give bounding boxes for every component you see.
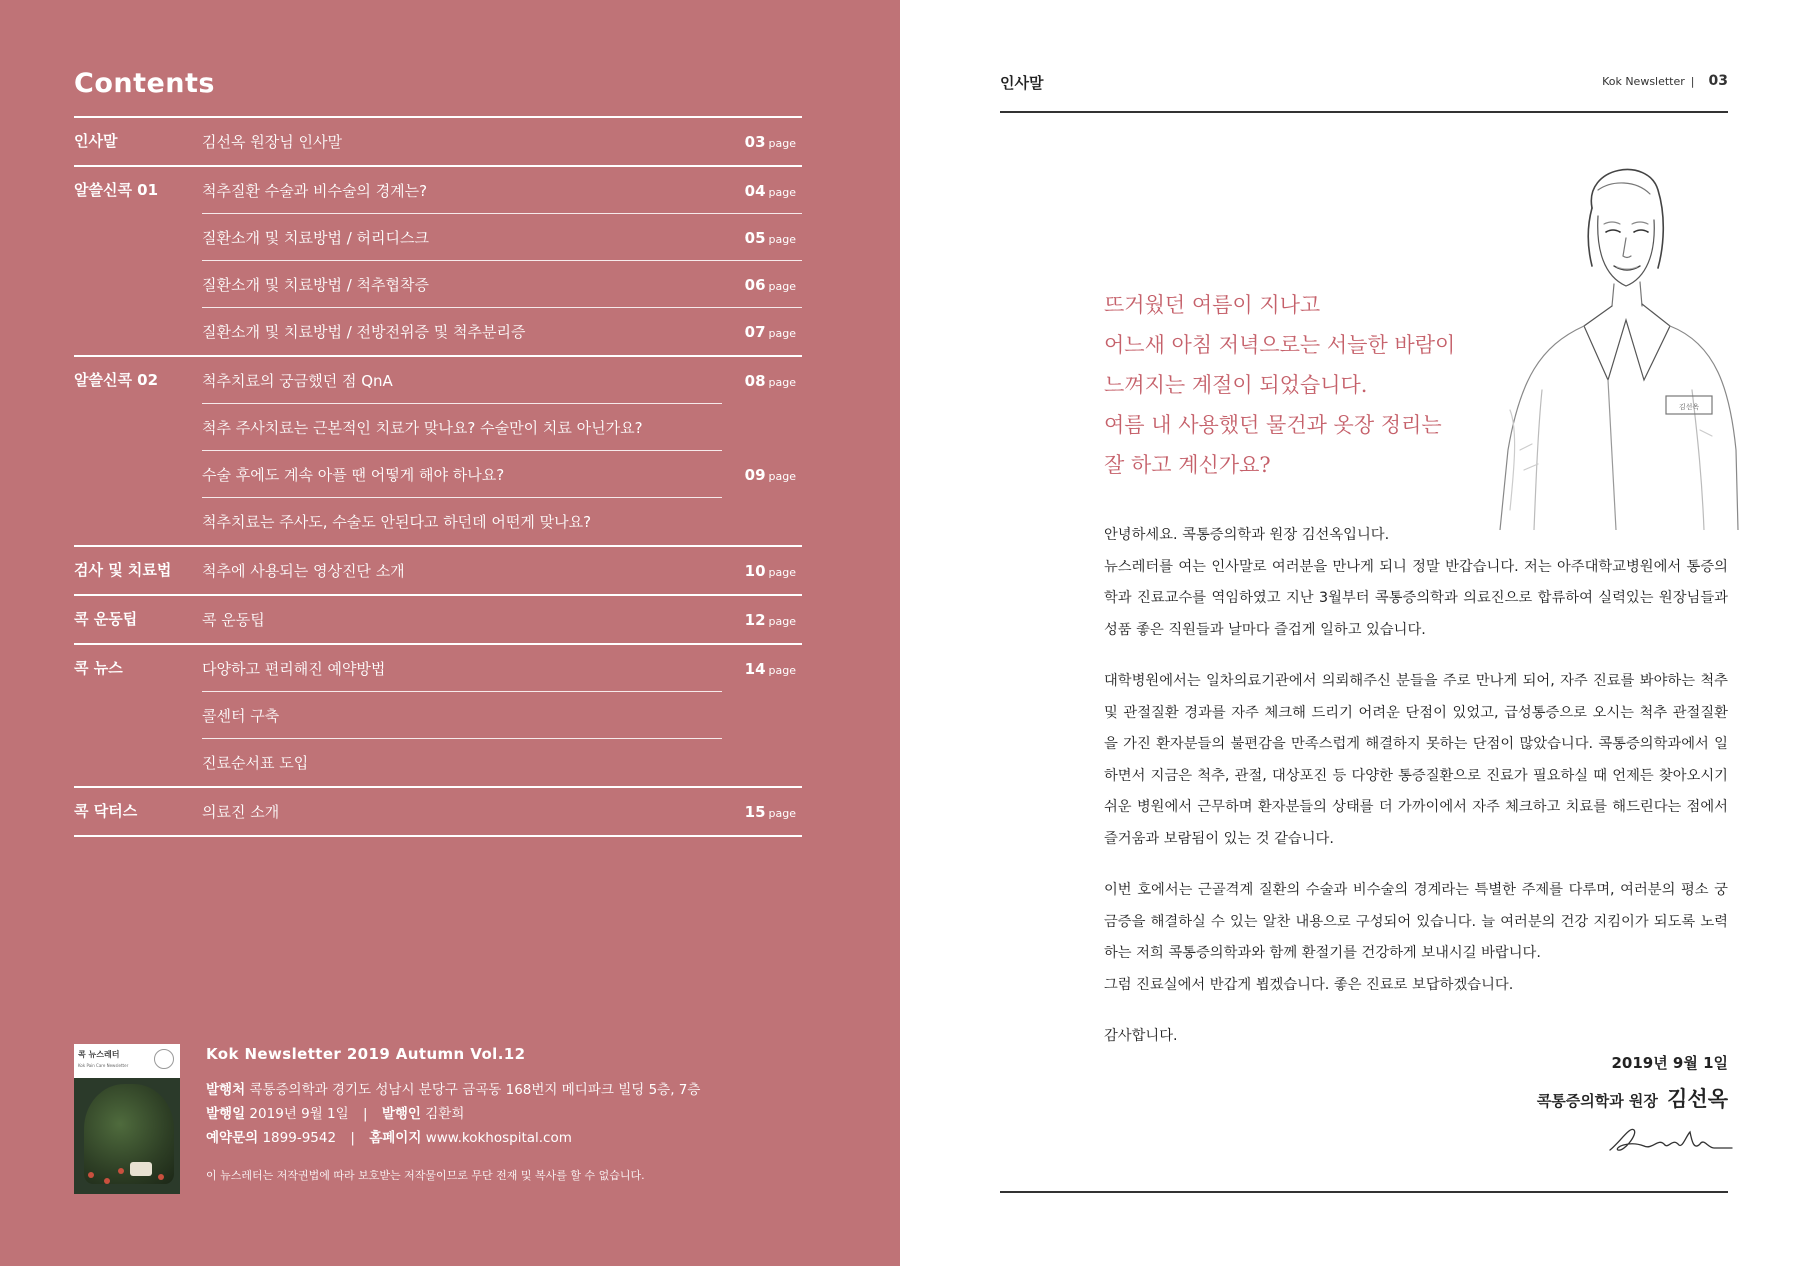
toc-item[interactable] xyxy=(202,645,802,692)
toc-item-title: 콕 운동팁 xyxy=(202,610,265,629)
toc-item[interactable] xyxy=(202,357,802,404)
toc-page-number-value: 05 xyxy=(744,228,766,247)
publisher-label: 발행처 xyxy=(206,1082,246,1098)
toc-page-unit: page xyxy=(768,565,796,579)
director-portrait-sketch xyxy=(1480,150,1740,530)
letter-paragraph: 대학병원에서는 일차의료기관에서 의뢰해주신 분들을 주로 만나게 되어, 자주 진료를 봐야하는 척추 및 관절질환 경과를 자주 체크해 드리기 어려운 단점이 있었고, 급성통증으로 오시는 척추 관절질환을 가진 환자분들의 불편감을 만족스럽게 해결하지 못하는 단점이 많았습니다. 콕통증의학과에서 일하면서 지금은 척추, 관절, 대상포진 등 다양한 통증질환으로 진료가 필요하실 때 언제든 찾아오시기 쉬운 병원에서 근무하며 환자분들의 상태를 더 가까이에서 자주 체크하고 치료를 해드린다는 점에서 즐거움과 보람됨이 있는 것 같습니다. xyxy=(1104,673,1728,847)
cover-fruit-icon xyxy=(88,1172,94,1178)
toc-item-title: 콜센터 구축 xyxy=(202,706,280,725)
header-separator: | xyxy=(1690,74,1695,88)
section-title: 인사말 xyxy=(1000,74,1044,92)
quote-line: 여름 내 사용했던 물건과 옷장 정리는 xyxy=(1104,413,1442,437)
cover-fruit-icon xyxy=(118,1168,124,1174)
greeting-page xyxy=(900,0,1800,1266)
signoff xyxy=(1537,1083,1728,1113)
toc-item-title: 진료순서표 도입 xyxy=(202,753,309,772)
colophon xyxy=(74,1044,864,1194)
toc-page-unit: page xyxy=(768,469,796,483)
toc-page-number-value: 08 xyxy=(744,371,766,390)
toc-item-title: 척추 주사치료는 근본적인 치료가 맞나요? 수술만이 치료 아닌가요? xyxy=(202,418,643,437)
toc-page-number xyxy=(745,466,796,484)
separator: | xyxy=(362,1106,368,1122)
quote-line: 어느새 아침 저녁으로는 서늘한 바람이 xyxy=(1104,333,1456,357)
toc-item-list xyxy=(202,167,802,355)
homepage-link[interactable]: www.kokhospital.com xyxy=(425,1130,572,1146)
toc-item[interactable] xyxy=(202,118,802,165)
toc-item-title: 질환소개 및 치료방법 / 허리디스크 xyxy=(202,228,429,247)
toc-item[interactable] xyxy=(202,167,802,214)
toc-page-number-value: 04 xyxy=(744,181,766,200)
toc-section xyxy=(74,547,802,596)
toc-page-number xyxy=(745,562,796,580)
issuer-value: 김환희 xyxy=(425,1106,465,1122)
issuer-label: 발행인 xyxy=(381,1106,421,1122)
toc-item-list xyxy=(202,357,802,545)
toc-page-number xyxy=(745,323,796,341)
toc-page-number xyxy=(745,660,796,678)
signoff-name: 김선옥 xyxy=(1667,1087,1728,1111)
toc-item[interactable] xyxy=(202,547,802,594)
colophon-text xyxy=(206,1044,700,1188)
toc-item-title: 의료진 소개 xyxy=(202,802,280,821)
cover-thumbnail xyxy=(74,1044,180,1194)
toc-item[interactable] xyxy=(202,451,802,498)
toc-category: 알쓸신콕 01 xyxy=(74,181,159,199)
toc-item-title: 질환소개 및 치료방법 / 척추협착증 xyxy=(202,275,429,294)
toc-item-title: 척추치료는 주사도, 수술도 안된다고 하던데 어떤게 맞나요? xyxy=(202,512,592,531)
toc-page-number-value: 15 xyxy=(744,802,766,821)
cover-title: 콕 뉴스레터 xyxy=(78,1050,120,1059)
reservation-label: 예약문의 xyxy=(206,1130,259,1146)
toc-page-unit: page xyxy=(768,614,796,628)
toc-page-number xyxy=(745,276,796,294)
toc-item-title: 수술 후에도 계속 아플 땐 어떻게 해야 하나요? xyxy=(202,465,505,484)
toc-category: 인사말 xyxy=(74,132,118,150)
table-of-contents xyxy=(74,116,802,837)
toc-page-unit: page xyxy=(768,185,796,199)
toc-item-title: 척추에 사용되는 영상진단 소개 xyxy=(202,561,405,580)
toc-item[interactable] xyxy=(202,596,802,643)
page-header xyxy=(1602,73,1728,89)
toc-item[interactable] xyxy=(202,692,802,739)
contents-title: Contents xyxy=(74,68,216,99)
cover-tree-illustration xyxy=(84,1084,174,1184)
date-value: 2019년 9월 1일 xyxy=(249,1106,349,1122)
toc-item-title: 질환소개 및 치료방법 / 전방전위증 및 척추분리증 xyxy=(202,322,526,341)
toc-body xyxy=(74,118,802,837)
publisher-line xyxy=(206,1078,700,1102)
toc-item-title: 척추치료의 궁금했던 점 QnA xyxy=(202,371,393,390)
toc-category: 검사 및 치료법 xyxy=(74,561,172,579)
toc-item[interactable] xyxy=(202,214,802,261)
toc-category: 콕 운동팁 xyxy=(74,610,138,628)
signoff-title: 콕통증의학과 원장 xyxy=(1536,1092,1658,1110)
toc-page-number xyxy=(745,372,796,390)
toc-page-unit: page xyxy=(768,663,796,677)
quote-line: 뜨거웠던 여름이 지나고 xyxy=(1104,293,1321,317)
toc-page-unit: page xyxy=(768,326,796,340)
toc-page-number xyxy=(745,182,796,200)
letter-paragraph: 안녕하세요. 콕통증의학과 원장 김선옥입니다. xyxy=(1104,527,1390,543)
toc-item-list xyxy=(202,788,802,835)
pull-quote xyxy=(1104,285,1455,485)
toc-section xyxy=(74,596,802,645)
homepage-label: 홈페이지 xyxy=(369,1130,422,1146)
toc-page-number-value: 09 xyxy=(744,465,766,484)
toc-page-unit: page xyxy=(768,232,796,246)
cover-fruit-icon xyxy=(158,1174,164,1180)
toc-item[interactable] xyxy=(202,404,802,451)
toc-page-number-value: 03 xyxy=(744,132,766,151)
contact-line xyxy=(206,1126,700,1150)
toc-page-number xyxy=(745,611,796,629)
toc-item-list xyxy=(202,645,802,786)
toc-item[interactable] xyxy=(202,788,802,835)
newsletter-issue-title: Kok Newsletter 2019 Autumn Vol.12 xyxy=(206,1045,526,1063)
toc-page-number-value: 10 xyxy=(744,561,766,580)
toc-item-title: 다양하고 편리해진 예약방법 xyxy=(202,659,386,678)
toc-category: 콕 뉴스 xyxy=(74,659,123,677)
toc-section xyxy=(74,167,802,357)
greeting-letter xyxy=(1104,520,1728,1073)
letter-date: 2019년 9월 1일 xyxy=(1611,1054,1728,1072)
toc-section xyxy=(74,788,802,837)
letter-paragraph: 이번 호에서는 근골격계 질환의 수술과 비수술의 경계라는 특별한 주제를 다루며, 여러분의 평소 궁금증을 해결하실 수 있는 알찬 내용으로 구성되어 있습니다. 늘 여러분의 건강 지킴이가 되도록 노력하는 저희 콕통증의학과와 함께 환절기를 건강하게 보내시길 바랍니다. xyxy=(1104,882,1728,961)
toc-section xyxy=(74,357,802,547)
toc-page-unit: page xyxy=(768,806,796,820)
toc-page-unit: page xyxy=(768,136,796,150)
toc-item-list xyxy=(202,596,802,643)
toc-item-list xyxy=(202,547,802,594)
date-line xyxy=(206,1102,700,1126)
toc-page-number-value: 07 xyxy=(744,322,766,341)
quote-line: 잘 하고 계신가요? xyxy=(1104,453,1271,477)
copyright-notice: 이 뉴스레터는 저작권법에 따라 보호받는 저작물이므로 무단 전재 및 복사를 할 수 없습니다. xyxy=(206,1169,645,1182)
toc-page-number-value: 06 xyxy=(744,275,766,294)
toc-section xyxy=(74,645,802,788)
toc-item[interactable] xyxy=(202,308,802,355)
cover-basket-icon xyxy=(130,1162,152,1176)
letter-paragraph: 뉴스레터를 여는 인사말로 여러분을 만나게 되니 정말 반갑습니다. 저는 아주대학교병원에서 통증의학과 진료교수를 역임하였고 지난 3월부터 콕통증의학과 의료진으로 합류하여 실력있는 원장님들과 성품 좋은 직원들과 날마다 즐겁게 일하고 있습니다. xyxy=(1104,558,1728,638)
cover-subtitle: Kok Pain Care Newsletter xyxy=(78,1063,129,1068)
cover-fruit-icon xyxy=(104,1178,110,1184)
toc-item[interactable] xyxy=(202,498,802,545)
toc-item-list xyxy=(202,118,802,165)
quote-line: 느껴지는 계절이 되었습니다. xyxy=(1104,373,1368,397)
toc-page-number xyxy=(745,229,796,247)
newsletter-name: Kok Newsletter xyxy=(1602,74,1685,88)
toc-page-number xyxy=(745,133,796,151)
toc-page-unit: page xyxy=(768,279,796,293)
separator: | xyxy=(350,1130,355,1146)
publisher-value: 콕통증의학과 경기도 성남시 분당구 금곡동 168번지 메디파크 빌딩 5층, 7층 xyxy=(249,1082,701,1098)
header-rule xyxy=(1000,111,1728,113)
toc-item-title: 척추질환 수술과 비수술의 경계는? xyxy=(202,181,428,200)
toc-page-number xyxy=(745,803,796,821)
footer-rule xyxy=(1000,1191,1728,1193)
toc-item[interactable] xyxy=(202,261,802,308)
toc-item[interactable] xyxy=(202,739,802,786)
cover-seal-icon xyxy=(154,1049,174,1069)
letter-paragraph: 그럼 진료실에서 반갑게 뵙겠습니다. 좋은 진료로 보답하겠습니다. xyxy=(1104,976,1514,993)
date-label: 발행일 xyxy=(206,1106,246,1122)
toc-page-number-value: 14 xyxy=(744,659,766,678)
reservation-value: 1899-9542 xyxy=(262,1130,337,1146)
letter-closing: 감사합니다. xyxy=(1104,1028,1178,1044)
toc-section xyxy=(74,118,802,167)
name-badge-text: 김선옥 xyxy=(1678,403,1700,411)
toc-page-number-value: 12 xyxy=(744,610,766,629)
page-number: 03 xyxy=(1708,73,1728,89)
toc-page-unit: page xyxy=(768,375,796,389)
toc-item-title: 김선옥 원장님 인사말 xyxy=(202,132,342,151)
toc-category: 콕 닥터스 xyxy=(74,802,138,820)
handwritten-signature-icon xyxy=(1604,1120,1734,1160)
toc-category: 알쓸신콕 02 xyxy=(74,371,159,389)
